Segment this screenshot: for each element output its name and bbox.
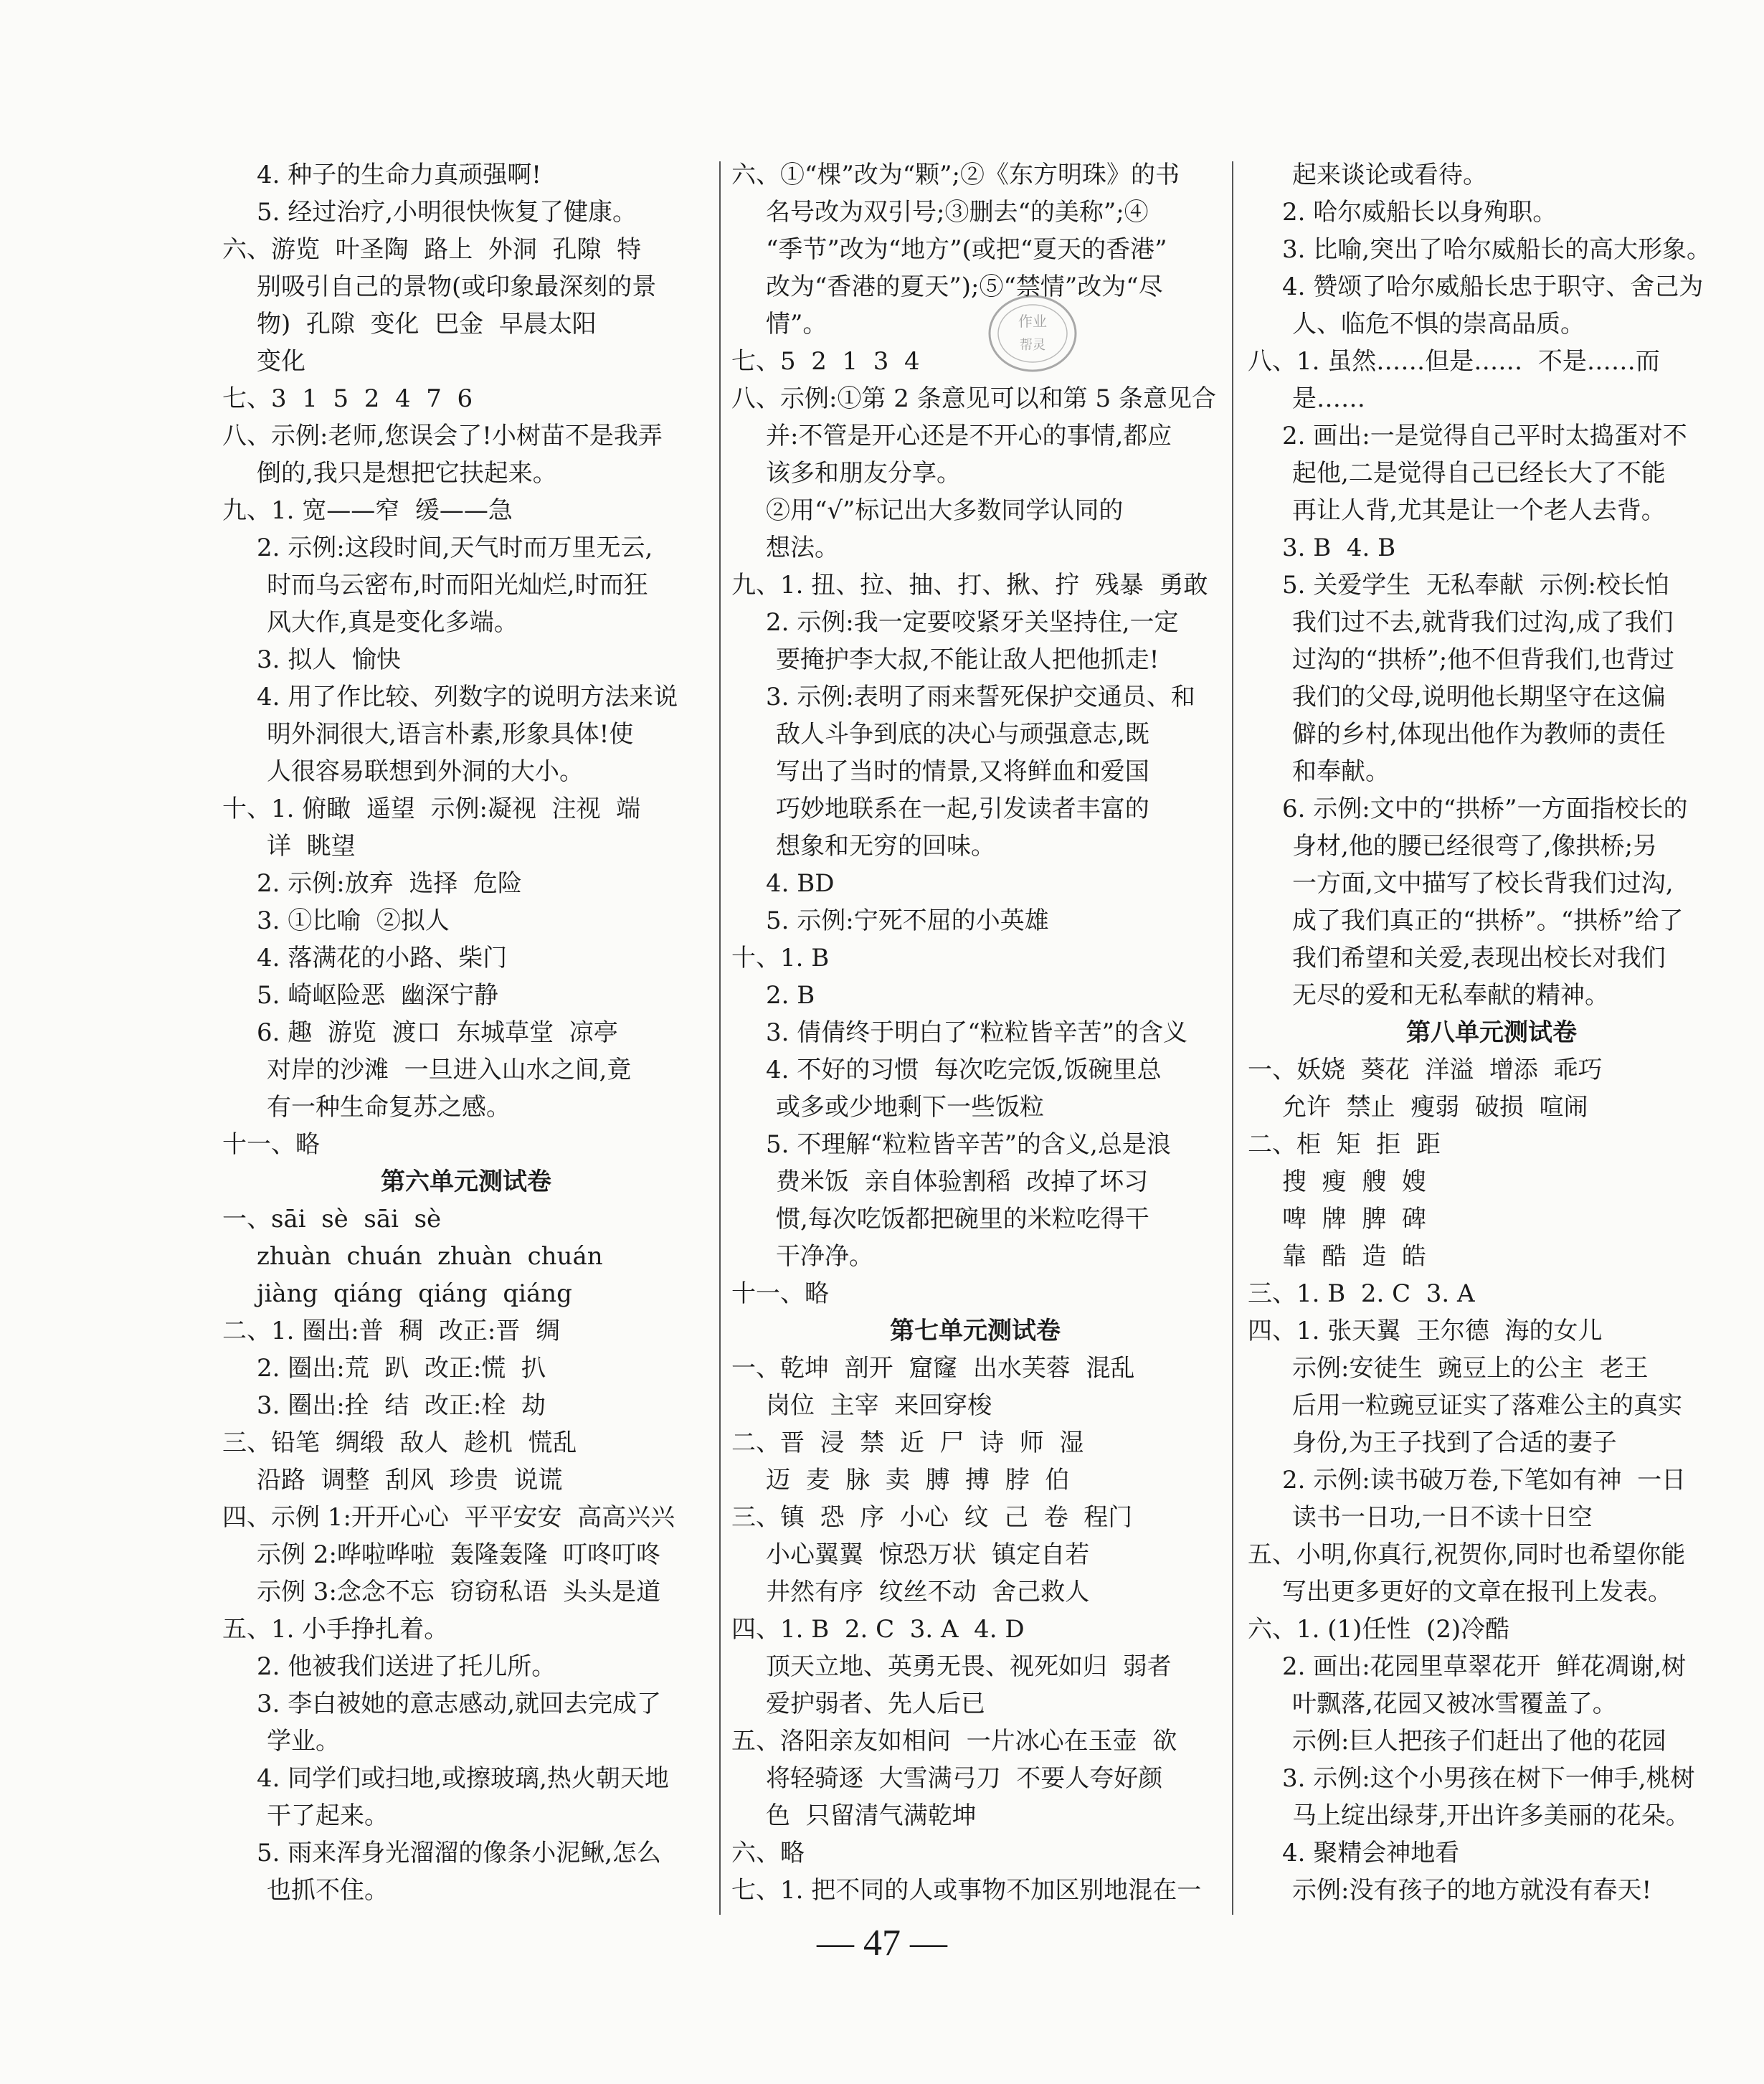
answer-line: 迈 麦 脉 卖 膊 搏 脖 伯 (766, 1466, 1070, 1495)
answer-line: 5. 关爱学生 无私奉献 示例:校长怕 (1282, 571, 1669, 600)
answer-line: 想象和无穷的回味。 (776, 832, 995, 861)
answer-line: 色 只留清气满乾坤 (766, 1801, 977, 1830)
answer-line: 一、乾坤 剖开 窟窿 出水芙蓉 混乱 (731, 1354, 1135, 1383)
answer-line: 对岸的沙滩 一旦进入山水之间,竟 (267, 1056, 632, 1084)
answer-line: 4. 用了作比较、列数字的说明方法来说 (257, 683, 678, 711)
answer-line: 变化 (257, 347, 305, 376)
section-title: 第八单元测试卷 (1406, 1018, 1577, 1047)
watermark-stamp (986, 290, 1079, 376)
answer-line: 物) 孔隙 变化 巴金 早晨太阳 (257, 310, 597, 338)
answer-line: 4. 赞颂了哈尔威船长忠于职守、舍己为 (1282, 273, 1704, 301)
answer-line: 别吸引自己的景物(或印象最深刻的景 (257, 273, 657, 301)
answer-line: 二、柜 矩 拒 距 (1248, 1130, 1441, 1159)
answer-line: 要掩护李大叔,不能让敌人把他抓走! (776, 645, 1160, 674)
stamp-text-top: 作业 (1018, 313, 1047, 330)
answer-line: jiàng qiáng qiáng qiáng (257, 1279, 572, 1308)
answer-line: 马上绽出绿芽,开出许多美丽的花朵。 (1292, 1801, 1690, 1830)
answer-line: 3. ①比喻 ②拟人 (257, 906, 450, 935)
answer-line: 八、示例:①第 2 条意见可以和第 5 条意见合 (731, 384, 1216, 413)
answer-line: 费米饭 亲自体验割稻 改掉了坏习 (776, 1167, 1149, 1196)
answer-line: 示例:巨人把孩子们赶出了他的花园 (1292, 1727, 1666, 1756)
answer-line: 时而乌云密布,时而阳光灿烂,时而狂 (267, 571, 648, 600)
answer-line: zhuàn chuán zhuàn chuán (257, 1242, 603, 1271)
answer-line: 4. BD (766, 869, 835, 898)
answer-line: 5. 雨来浑身光溜溜的像条小泥鳅,怎么 (257, 1839, 662, 1867)
answer-line: 3. 示例:这个小男孩在树下一伸手,桃树 (1282, 1764, 1695, 1793)
answer-line: 将轻骑逐 大雪满弓刀 不要人夸好颜 (766, 1764, 1163, 1793)
answer-line: 2. 示例:读书破万卷,下笔如有神 一日 (1282, 1466, 1687, 1495)
answer-line: 示例 3:念念不忘 窃窃私语 头头是道 (257, 1578, 661, 1606)
answer-line: 四、示例 1:开开心心 平平安安 高高兴兴 (222, 1503, 675, 1532)
answer-line: 明外洞很大,语言朴素,形象具体!使 (267, 720, 634, 749)
answer-line: 僻的乡村,体现出他作为教师的责任 (1292, 720, 1666, 749)
answer-line: 示例:没有孩子的地方就没有春天! (1292, 1876, 1652, 1905)
answer-line: 名号改为双引号;③删去“的美称”;④ (766, 198, 1149, 227)
answer-line: 情”。 (766, 310, 828, 338)
column-divider-right (1232, 161, 1233, 1915)
answer-line: 一、sāi sè sāi sè (222, 1205, 442, 1233)
answer-line: 一、妖娆 葵花 洋溢 增添 乖巧 (1248, 1056, 1603, 1084)
answer-line: 一方面,文中描写了校长背我们过沟, (1292, 869, 1674, 898)
answer-line: 身材,他的腰已经很弯了,像拱桥;另 (1292, 832, 1658, 861)
answer-line: 写出了当时的情景,又将鲜血和爱国 (776, 757, 1149, 786)
answer-line: 五、1. 小手挣扎着。 (222, 1615, 449, 1644)
answer-line: 6. 趣 游览 渡口 东城草堂 凉亭 (257, 1018, 618, 1047)
answer-line: 成了我们真正的“拱桥”。“拱桥”给了 (1292, 906, 1684, 935)
answer-line: 学业。 (267, 1727, 340, 1756)
answer-line: 4. 落满花的小路、柴门 (257, 944, 508, 972)
answer-line: 人很容易联想到外洞的大小。 (267, 757, 584, 786)
answer-line: 想法。 (766, 534, 839, 562)
column-divider-left (719, 161, 721, 1915)
answer-line: 3. 示例:表明了雨来誓死保护交通员、和 (766, 683, 1195, 711)
answer-line: 五、洛阳亲友如相问 一片冰心在玉壶 欲 (731, 1727, 1177, 1756)
answer-line: 六、略 (731, 1839, 805, 1867)
answer-line: 和奉献。 (1292, 757, 1390, 786)
answer-line: 风大作,真是变化多端。 (267, 608, 518, 637)
answer-line: 有一种生命复苏之感。 (267, 1093, 511, 1122)
answer-line: 3. 圈出:拴 结 改正:栓 劫 (257, 1391, 546, 1420)
answer-line: 5. 崎岖险恶 幽深宁静 (257, 981, 498, 1010)
answer-line: 读书一日功,一日不读十日空 (1292, 1503, 1593, 1532)
answer-line: 示例 2:哗啦哗啦 轰隆轰隆 叮咚叮咚 (257, 1540, 661, 1569)
answer-line: ②用“√”标记出大多数同学认同的 (766, 496, 1124, 525)
answer-line: 井然有序 纹丝不动 舍己救人 (766, 1578, 1090, 1606)
answer-line: 搜 瘦 艘 嫂 (1282, 1167, 1426, 1196)
section-title: 第七单元测试卷 (890, 1317, 1061, 1345)
answer-line: 允许 禁止 瘦弱 破损 喧闹 (1282, 1093, 1588, 1122)
answer-line: 七、3 1 5 2 4 7 6 (222, 384, 473, 413)
answer-line: 5. 经过治疗,小明很快恢复了健康。 (257, 198, 637, 227)
answer-line: 6. 示例:文中的“拱桥”一方面指校长的 (1282, 795, 1688, 823)
answer-line: 示例:安徒生 豌豆上的公主 老王 (1292, 1354, 1649, 1383)
answer-line: 我们希望和关爱,表现出校长对我们 (1292, 944, 1666, 972)
answer-line: 沿路 调整 刮风 珍贵 说谎 (257, 1466, 563, 1495)
answer-line: 十、1. B (731, 944, 830, 972)
answer-line: 该多和朋友分享。 (766, 459, 961, 488)
answer-line: 是…… (1292, 384, 1365, 413)
answer-line: 九、1. 宽——窄 缓——急 (222, 496, 513, 525)
answer-line: 2. 哈尔威船长以身殉职。 (1282, 198, 1557, 227)
answer-line: 靠 酷 造 皓 (1282, 1242, 1426, 1271)
answer-line: 我们的父母,说明他长期坚守在这偏 (1292, 683, 1666, 711)
answer-line: 啤 牌 脾 碑 (1282, 1205, 1426, 1233)
section-title: 第六单元测试卷 (381, 1167, 551, 1196)
answer-line: 十一、略 (222, 1130, 320, 1159)
answer-line: 后用一粒豌豆证实了落难公主的真实 (1292, 1391, 1682, 1420)
answer-line: 起来谈论或看待。 (1292, 161, 1487, 189)
answer-line: 并:不管是开心还是不开心的事情,都应 (766, 422, 1172, 450)
answer-line: 八、1. 虽然……但是…… 不是……而 (1248, 347, 1660, 376)
answer-line: 2. 示例:放弃 选择 危险 (257, 869, 522, 898)
answer-line: 六、1. (1)任性 (2)冷酷 (1248, 1615, 1510, 1644)
answer-line: 也抓不住。 (267, 1876, 389, 1905)
answer-column-left (222, 156, 710, 1909)
answer-line: 二、1. 圈出:普 稠 改正:晋 绸 (222, 1317, 561, 1345)
answer-line: 3. 李白被她的意志感动,就回去完成了 (257, 1690, 662, 1718)
answer-line: “季节”改为“地方”(或把“夏天的香港” (766, 235, 1167, 264)
answer-line: 过沟的“拱桥”;他不但背我们,也背过 (1292, 645, 1675, 674)
answer-line: 3. 倩倩终于明白了“粒粒皆辛苦”的含义 (766, 1018, 1188, 1047)
answer-line: 三、镇 恐 序 小心 纹 己 卷 程门 (731, 1503, 1133, 1532)
answer-line: 改为“香港的夏天”);⑤“禁情”改为“尽 (766, 273, 1163, 301)
answer-line: 4. 聚精会神地看 (1282, 1839, 1460, 1867)
answer-line: 十一、略 (731, 1279, 829, 1308)
answer-line: 叶飘落,花园又被冰雪覆盖了。 (1292, 1690, 1617, 1718)
answer-line: 倒的,我只是想把它扶起来。 (257, 459, 557, 488)
answer-line: 三、铅笔 绸缎 敌人 趁机 慌乱 (222, 1429, 577, 1457)
answer-line: 六、游览 叶圣陶 路上 外洞 孔隙 特 (222, 235, 642, 264)
answer-line: 2. 画出:一是觉得自己平时太捣蛋对不 (1282, 422, 1687, 450)
answer-line: 详 眺望 (267, 832, 356, 861)
answer-line: 三、1. B 2. C 3. A (1248, 1279, 1475, 1308)
stamp-text-bottom: 帮灵 (1020, 338, 1045, 353)
answer-line: 六、①“棵”改为“颗”;②《东方明珠》的书 (731, 161, 1180, 189)
answer-line: 四、1. B 2. C 3. A 4. D (731, 1615, 1025, 1644)
answer-line: 5. 不理解“粒粒皆辛苦”的含义,总是浪 (766, 1130, 1171, 1159)
answer-line: 我们过不去,就背我们过沟,成了我们 (1292, 608, 1674, 637)
answer-line: 无尽的爱和无私奉献的精神。 (1292, 981, 1609, 1010)
answer-line: 干净净。 (776, 1242, 873, 1271)
answer-line: 十、1. 俯瞰 遥望 示例:凝视 注视 端 (222, 795, 641, 823)
answer-line: 4. 种子的生命力真顽强啊! (257, 161, 541, 189)
answer-line: 岗位 主宰 来回穿梭 (766, 1391, 992, 1420)
answer-line: 2. 示例:这段时间,天气时而万里无云, (257, 534, 653, 562)
answer-line: 七、1. 把不同的人或事物不加区别地混在一 (731, 1876, 1202, 1905)
answer-line: 2. 画出:花园里草翠花开 鲜花凋谢,树 (1282, 1652, 1687, 1681)
answer-line: 七、5 2 1 3 4 (731, 347, 920, 376)
answer-line: 二、晋 浸 禁 近 尸 诗 师 湿 (731, 1429, 1084, 1457)
answer-line: 惯,每次吃饭都把碗里的米粒吃得干 (776, 1205, 1149, 1233)
answer-line: 4. 同学们或扫地,或擦玻璃,热火朝天地 (257, 1764, 669, 1793)
answer-line: 人、临危不惧的崇高品质。 (1292, 310, 1585, 338)
answer-line: 小心翼翼 惊恐万状 镇定自若 (766, 1540, 1090, 1569)
answer-line: 写出更多更好的文章在报刊上发表。 (1282, 1578, 1672, 1606)
answer-line: 3. B 4. B (1282, 534, 1396, 562)
answer-line: 五、小明,你真行,祝贺你,同时也希望你能 (1248, 1540, 1686, 1569)
answer-line: 3. 比喻,突出了哈尔威船长的高大形象。 (1282, 235, 1712, 264)
answer-line: 2. 他被我们送进了托儿所。 (257, 1652, 556, 1681)
answer-line: 再让人背,尤其是让一个老人去背。 (1292, 496, 1666, 525)
answer-line: 2. B (766, 981, 815, 1010)
page-number: — 47 — (817, 1923, 947, 1964)
answer-line: 敌人斗争到底的决心与顽强意志,既 (776, 720, 1149, 749)
answer-line: 顶天立地、英勇无畏、视死如归 弱者 (766, 1652, 1172, 1681)
answer-line: 爱护弱者、先人后已 (766, 1690, 985, 1718)
answer-line: 四、1. 张天翼 王尔德 海的女儿 (1248, 1317, 1603, 1345)
answer-line: 起他,二是觉得自己已经长大了不能 (1292, 459, 1666, 488)
answer-line: 3. 拟人 愉快 (257, 645, 401, 674)
answer-line: 2. 示例:我一定要咬紧牙关坚持住,一定 (766, 608, 1179, 637)
answer-line: 2. 圈出:荒 趴 改正:慌 扒 (257, 1354, 546, 1383)
answer-line: 或多或少地剩下一些饭粒 (776, 1093, 1044, 1122)
answer-column-right (1248, 156, 1735, 1909)
answer-line: 身份,为王子找到了合适的妻子 (1292, 1429, 1617, 1457)
answer-line: 干了起来。 (267, 1801, 389, 1830)
answer-line: 4. 不好的习惯 每次吃完饭,饭碗里总 (766, 1056, 1162, 1084)
answer-line: 巧妙地联系在一起,引发读者丰富的 (776, 795, 1149, 823)
answer-line: 九、1. 扭、拉、抽、打、揪、拧 残暴 勇敢 (731, 571, 1208, 600)
answer-line: 八、示例:老师,您误会了!小树苗不是我弄 (222, 422, 663, 450)
answer-column-middle (731, 156, 1219, 1909)
answer-line: 5. 示例:宁死不屈的小英雄 (766, 906, 1049, 935)
